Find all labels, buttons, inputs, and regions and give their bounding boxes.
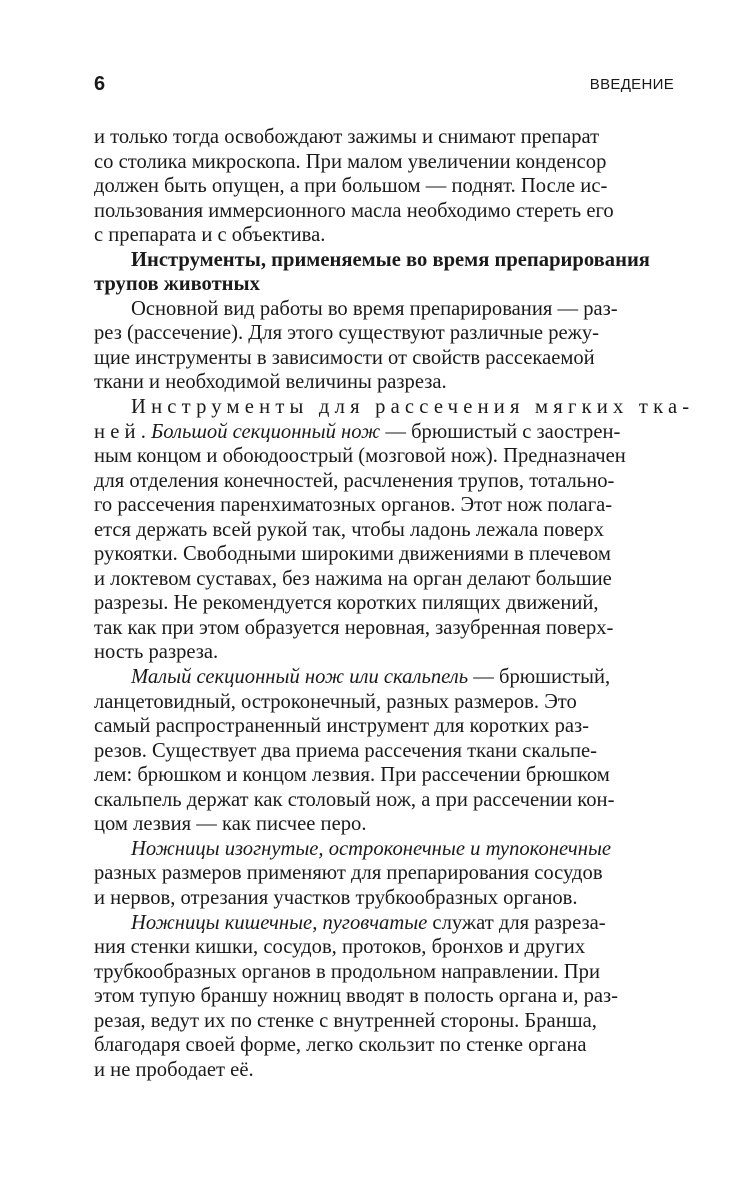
- text-line: рез (рассечение). Для этого существуют различные режу-: [94, 322, 600, 345]
- text-line: с препарата и с объектива.: [94, 224, 326, 247]
- heading-line: трупов животных: [94, 273, 260, 296]
- text-line: и локтевом суставах, без нажима на орган делают большие: [94, 567, 612, 590]
- text-line: скальпель держат как столовый нож, а при рассечении кон-: [94, 788, 615, 811]
- text-line: разрезы. Не рекомендуется коротких пилящих движений,: [94, 592, 599, 615]
- text-line: цом лезвия — как писчее перо.: [94, 813, 367, 836]
- text-line: благодаря своей форме, легко скользит по стенке органа: [94, 1034, 587, 1057]
- text-line: ность разреза.: [94, 641, 219, 664]
- running-section-title: ВВЕДЕНИЕ: [589, 76, 674, 93]
- italic-term: Большой секционный нож: [151, 420, 381, 443]
- page-number: 6: [94, 73, 106, 95]
- text-line: пользования иммерсионного масла необходимо стереть его: [94, 199, 614, 222]
- spaced-term: ней: [94, 420, 141, 443]
- text-line: резая, ведут их по стенке с внутренней стороны. Бранша,: [94, 1009, 597, 1032]
- paragraph-microscope-end: [94, 125, 676, 248]
- paragraph-curved-scissors: [94, 837, 676, 911]
- text-line: со столика микроскопа. При малом увеличении конденсор: [94, 150, 607, 173]
- text-line: [94, 420, 676, 445]
- text-line: резов. Существует два приема рассечения ткани скальпе-: [94, 739, 598, 762]
- text-line: для отделения конечностей, расчленения трупов, тотально-: [94, 469, 615, 492]
- text-line: Основной вид работы во время препарирования — раз-: [131, 297, 618, 320]
- text-line: ния стенки кишки, сосудов, протоков, бронхов и других: [94, 936, 586, 959]
- paragraph-large-knife: [94, 395, 695, 665]
- text-line: разных размеров применяют для препарирования сосудов: [94, 862, 603, 885]
- text-line: и не прободает её.: [94, 1058, 254, 1081]
- italic-term: Ножницы кишечные, пуговчатые: [131, 911, 428, 934]
- page-header: [94, 70, 674, 98]
- section-heading: [94, 248, 676, 297]
- text-line: ным концом и обоюдоострый (мозговой нож). Предназначен: [94, 445, 626, 468]
- text-line: [94, 665, 676, 690]
- text-line: и только тогда освобождают зажимы и снимают препарат: [94, 126, 600, 148]
- spaced-term-line: Инструменты для рассечения мягких тка-: [131, 396, 695, 419]
- text-line: так как при этом образуется неровная, зазубренная поверх-: [94, 616, 614, 639]
- text-run: — брюшистый с заострен-: [380, 420, 621, 443]
- text-line: этом тупую браншу ножниц вводят в полость органа и, раз-: [94, 985, 619, 1008]
- text-line: и нервов, отрезания участков трубкообразных органов.: [94, 886, 578, 909]
- body-text: [94, 125, 695, 1082]
- text-line: го рассечения паренхиматозных органов. Этот нож полага-: [94, 494, 613, 517]
- paragraph-main-work: [94, 297, 676, 395]
- text-line: ется держать всей рукой так, чтобы ладонь лежала поверх: [94, 518, 604, 541]
- text-line: [94, 911, 676, 936]
- text-line: лем: брюшком и концом лезвия. При рассечении брюшком: [94, 764, 610, 787]
- text-line: рукоятки. Свободными широкими движениями в плечевом: [94, 543, 611, 566]
- italic-term: Малый секционный нож или скальпель: [131, 666, 469, 689]
- heading-line: Инструменты, применяемые во время препарирования: [131, 248, 650, 271]
- text-line: трубкообразных органов в продольном направлении. При: [94, 960, 600, 983]
- italic-term: Ножницы изогнутые, остроконечные и тупоконечные: [131, 837, 612, 860]
- text-line: щие инструменты в зависимости от свойств рассекаемой: [94, 346, 595, 369]
- text-run: служат для разреза-: [427, 911, 606, 934]
- paragraph-intestinal-scissors: [94, 911, 676, 1083]
- text-run: — брюшистый,: [468, 666, 611, 689]
- text-line: ланцетовидный, остроконечный, разных размеров. Это: [94, 690, 577, 713]
- text-line: должен быть опущен, а при большом — поднят. После ис-: [94, 175, 608, 198]
- punctuation: .: [140, 420, 152, 443]
- text-line: самый распространенный инструмент для коротких раз-: [94, 715, 589, 738]
- paragraph-scalpel: [94, 665, 676, 837]
- text-line: ткани и необходимой величины разреза.: [94, 371, 447, 394]
